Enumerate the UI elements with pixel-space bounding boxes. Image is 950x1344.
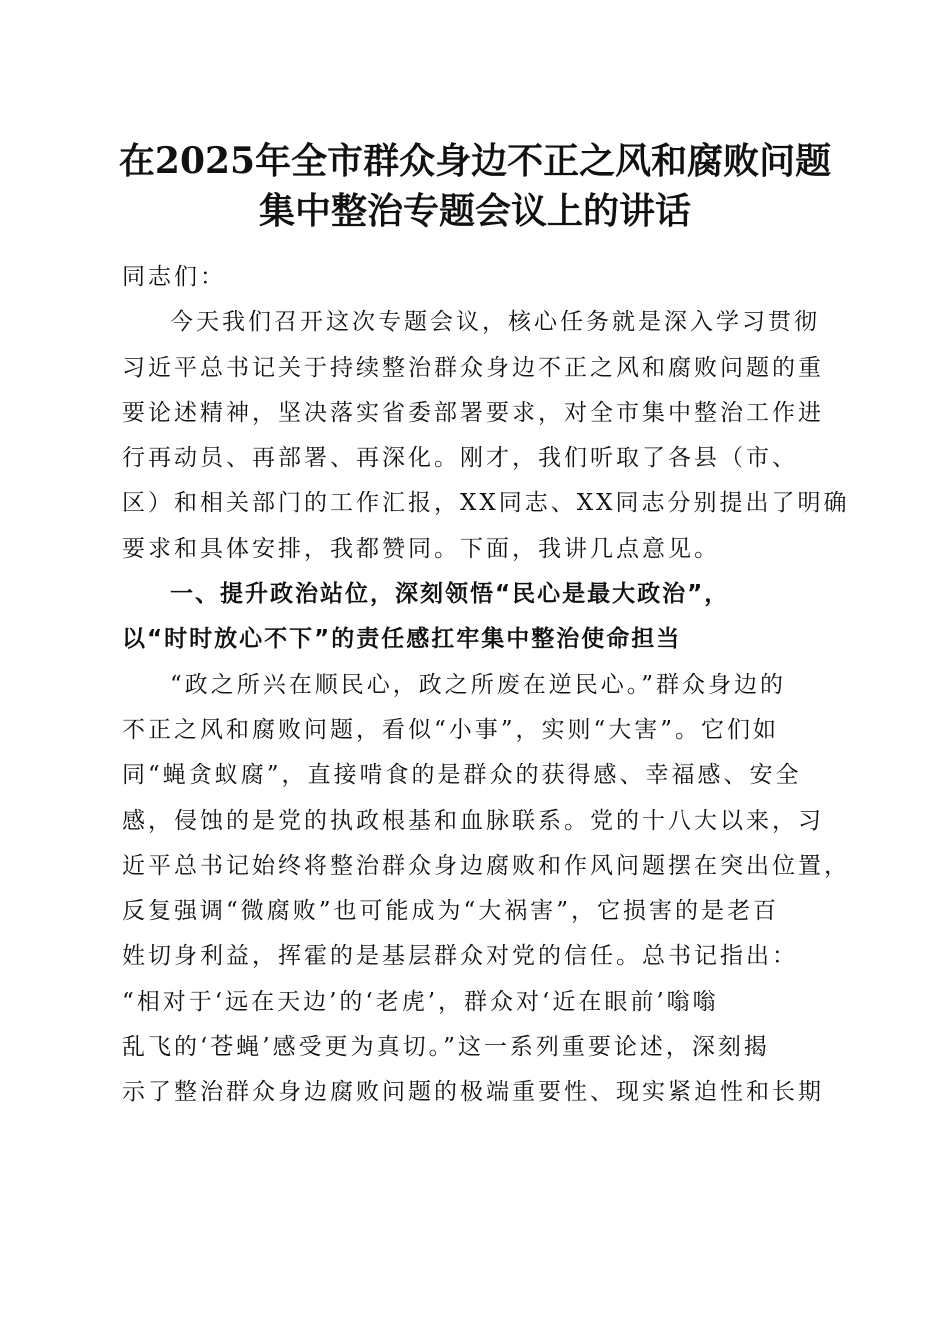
paragraph-1-line: 今天我们召开这次专题会议，核心任务就是深入学习贯彻 bbox=[170, 309, 820, 336]
document-title bbox=[100, 136, 850, 236]
paragraph-2-line: 感，侵蚀的是党的执政根基和血脉联系。党的十八大以来，习 bbox=[122, 807, 824, 834]
salutation: 同志们： bbox=[122, 264, 226, 290]
paragraph-2-line: 反复强调“微腐败”也可能成为“大祸害”，它损害的是老百 bbox=[122, 898, 780, 925]
paragraph-2-line: 同“蝇贪蚁腐”，直接啃食的是群众的获得感、幸福感、安全 bbox=[122, 762, 802, 789]
section-heading-line: 以“时时放心不下”的责任感扛牢集中整治使命担当 bbox=[122, 626, 682, 653]
paragraph-1 bbox=[122, 300, 850, 572]
section-heading-1 bbox=[122, 572, 828, 663]
paragraph-2-line: 近平总书记始终将整治群众身边腐败和作风问题摆在突出位置， bbox=[122, 852, 850, 879]
paragraph-2-line: 姓切身利益，挥霍的是基层群众对党的信任。总书记指出： bbox=[122, 943, 798, 970]
section-heading-line: 一、提升政治站位，深刻领悟“民心是最大政治”， bbox=[170, 581, 730, 608]
paragraph-1-line: 要求和具体安排，我都赞同。下面，我讲几点意见。 bbox=[122, 535, 720, 562]
paragraph-2-line: 不正之风和腐败问题，看似“小事”，实则“大害”。它们如 bbox=[122, 716, 780, 743]
paragraph-2-line: 乱飞的‘苍蝇’感受更为真切。”这一系列重要论述，深刻揭 bbox=[122, 1034, 770, 1061]
paragraph-1-line: 区）和相关部门的工作汇报，XX同志、XX同志分别提出了明确 bbox=[122, 490, 850, 517]
title-line-1: 在2025年全市群众身边不正之风和腐败问题 bbox=[118, 140, 832, 182]
paragraph-2-line: “相对于‘远在天边’的‘老虎’，群众对‘近在眼前’嗡嗡 bbox=[122, 988, 719, 1015]
document-body bbox=[122, 255, 850, 1116]
paragraph-1-line: 行再动员、再部署、再深化。刚才，我们听取了各县（市、 bbox=[122, 445, 798, 472]
paragraph-1-line: 要论述精神，坚决落实省委部署要求，对全市集中整治工作进 bbox=[122, 399, 824, 426]
paragraph-2-line: 示了整治群众身边腐败问题的极端重要性、现实紧迫性和长期 bbox=[122, 1079, 824, 1106]
paragraph-2-line: “政之所兴在顺民心，政之所废在逆民心。”群众身边的 bbox=[170, 671, 787, 698]
paragraph-2 bbox=[122, 663, 850, 1116]
title-line-2: 集中整治专题会议上的讲话 bbox=[258, 190, 691, 232]
paragraph-1-line: 习近平总书记关于持续整治群众身边不正之风和腐败问题的重 bbox=[122, 354, 824, 381]
